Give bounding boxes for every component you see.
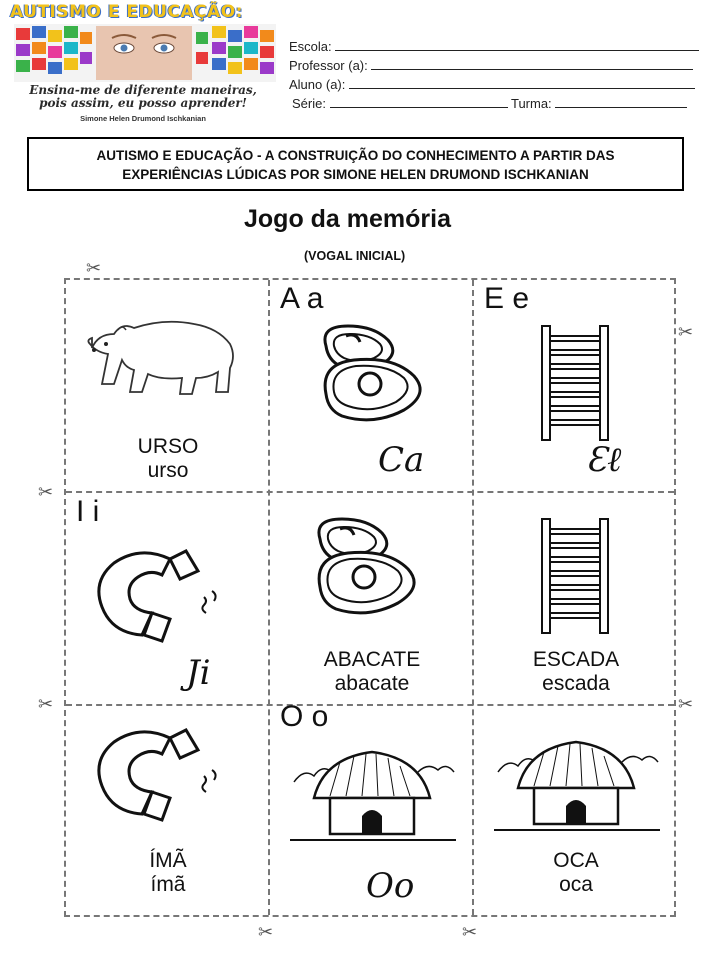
cursive-letters: Oo [366, 866, 415, 906]
grade-label: Série: [292, 96, 326, 111]
scissors-icon: ✂ [38, 482, 54, 502]
word-lower: urso [147, 459, 189, 482]
card-oca[interactable] [474, 706, 678, 919]
avocado-icon [316, 324, 436, 432]
card-urso[interactable] [66, 280, 270, 493]
memory-grid [64, 278, 676, 917]
word-lower: oca [559, 873, 593, 896]
hut-icon [290, 742, 456, 846]
ladder-icon [540, 324, 610, 442]
scissors-icon: ✂ [678, 322, 694, 342]
card-letter-e[interactable] [474, 280, 678, 493]
card-letter-a[interactable] [270, 280, 474, 493]
word-lower: ímã [150, 873, 186, 896]
student-input-line[interactable] [349, 76, 695, 89]
game-subtitle: (VOGAL INICIAL) [304, 249, 406, 263]
scissors-icon: ✂ [678, 694, 694, 714]
card-letter-o[interactable] [270, 700, 474, 919]
card-escada[interactable] [474, 493, 678, 706]
class-label: Turma: [510, 96, 552, 111]
grade-input-line[interactable] [330, 95, 508, 108]
word-upper: ÍMÃ [149, 849, 187, 872]
magnet-icon [96, 720, 226, 824]
logo-title: AUTISMO E EDUCAÇÃO: [10, 2, 243, 22]
cursive-letters: Ɛℓ [586, 440, 622, 480]
school-input-line[interactable] [335, 38, 699, 51]
teacher-input-line[interactable] [371, 57, 693, 70]
word-upper: ESCADA [532, 648, 620, 671]
teacher-label: Professor (a): [289, 58, 368, 73]
word-lower: escada [542, 672, 610, 695]
school-field [289, 38, 699, 54]
logo-tagline-line2: pois assim, eu posso aprender! [39, 96, 247, 110]
magnet-icon [96, 541, 226, 645]
scissors-icon: ✂ [86, 258, 102, 278]
avocado-icon [310, 517, 430, 625]
student-label: Aluno (a): [289, 77, 346, 92]
game-title: Jogo da memória [244, 205, 451, 233]
cursive-letters: Ji [186, 653, 211, 693]
student-field [289, 76, 695, 92]
logo-author: Simone Helen Drumond Ischkanian [80, 114, 206, 123]
logo-tagline [4, 84, 282, 110]
letter-pair: O o [280, 700, 329, 733]
school-label: Escola: [289, 39, 332, 54]
card-abacate[interactable] [270, 493, 474, 706]
class-input-line[interactable] [555, 95, 687, 108]
puzzle-banner-icon [14, 24, 276, 82]
letter-pair: I i [76, 495, 100, 528]
card-letter-i[interactable] [66, 493, 270, 706]
hut-icon [494, 732, 660, 836]
scissors-icon: ✂ [38, 694, 54, 714]
title-line2: EXPERIÊNCIAS LÚDICAS POR SIMONE HELEN DRUMOND ISCHKANIAN [122, 167, 589, 182]
title-box [27, 137, 684, 191]
word-lower: abacate [334, 672, 410, 695]
word-upper: URSO [137, 435, 199, 458]
cursive-letters: Ca [378, 440, 425, 480]
scissors-icon: ✂ [258, 922, 274, 942]
letter-pair: A a [280, 282, 324, 315]
letter-pair: E e [484, 282, 530, 315]
grade-class-field [292, 95, 687, 111]
logo [4, 2, 282, 128]
bear-icon [84, 308, 240, 404]
card-ima[interactable] [66, 706, 270, 919]
title-line1: AUTISMO E EDUCAÇÃO - A CONSTRUIÇÃO DO CONHECIMENTO A PARTIR DAS [96, 148, 615, 163]
scissors-icon: ✂ [462, 922, 478, 942]
logo-tagline-line1: Ensina-me de diferente maneiras, [29, 83, 257, 97]
word-upper: OCA [553, 849, 599, 872]
ladder-icon [540, 517, 610, 635]
teacher-field [289, 57, 693, 73]
title-text [29, 146, 682, 184]
word-upper: ABACATE [323, 648, 421, 671]
